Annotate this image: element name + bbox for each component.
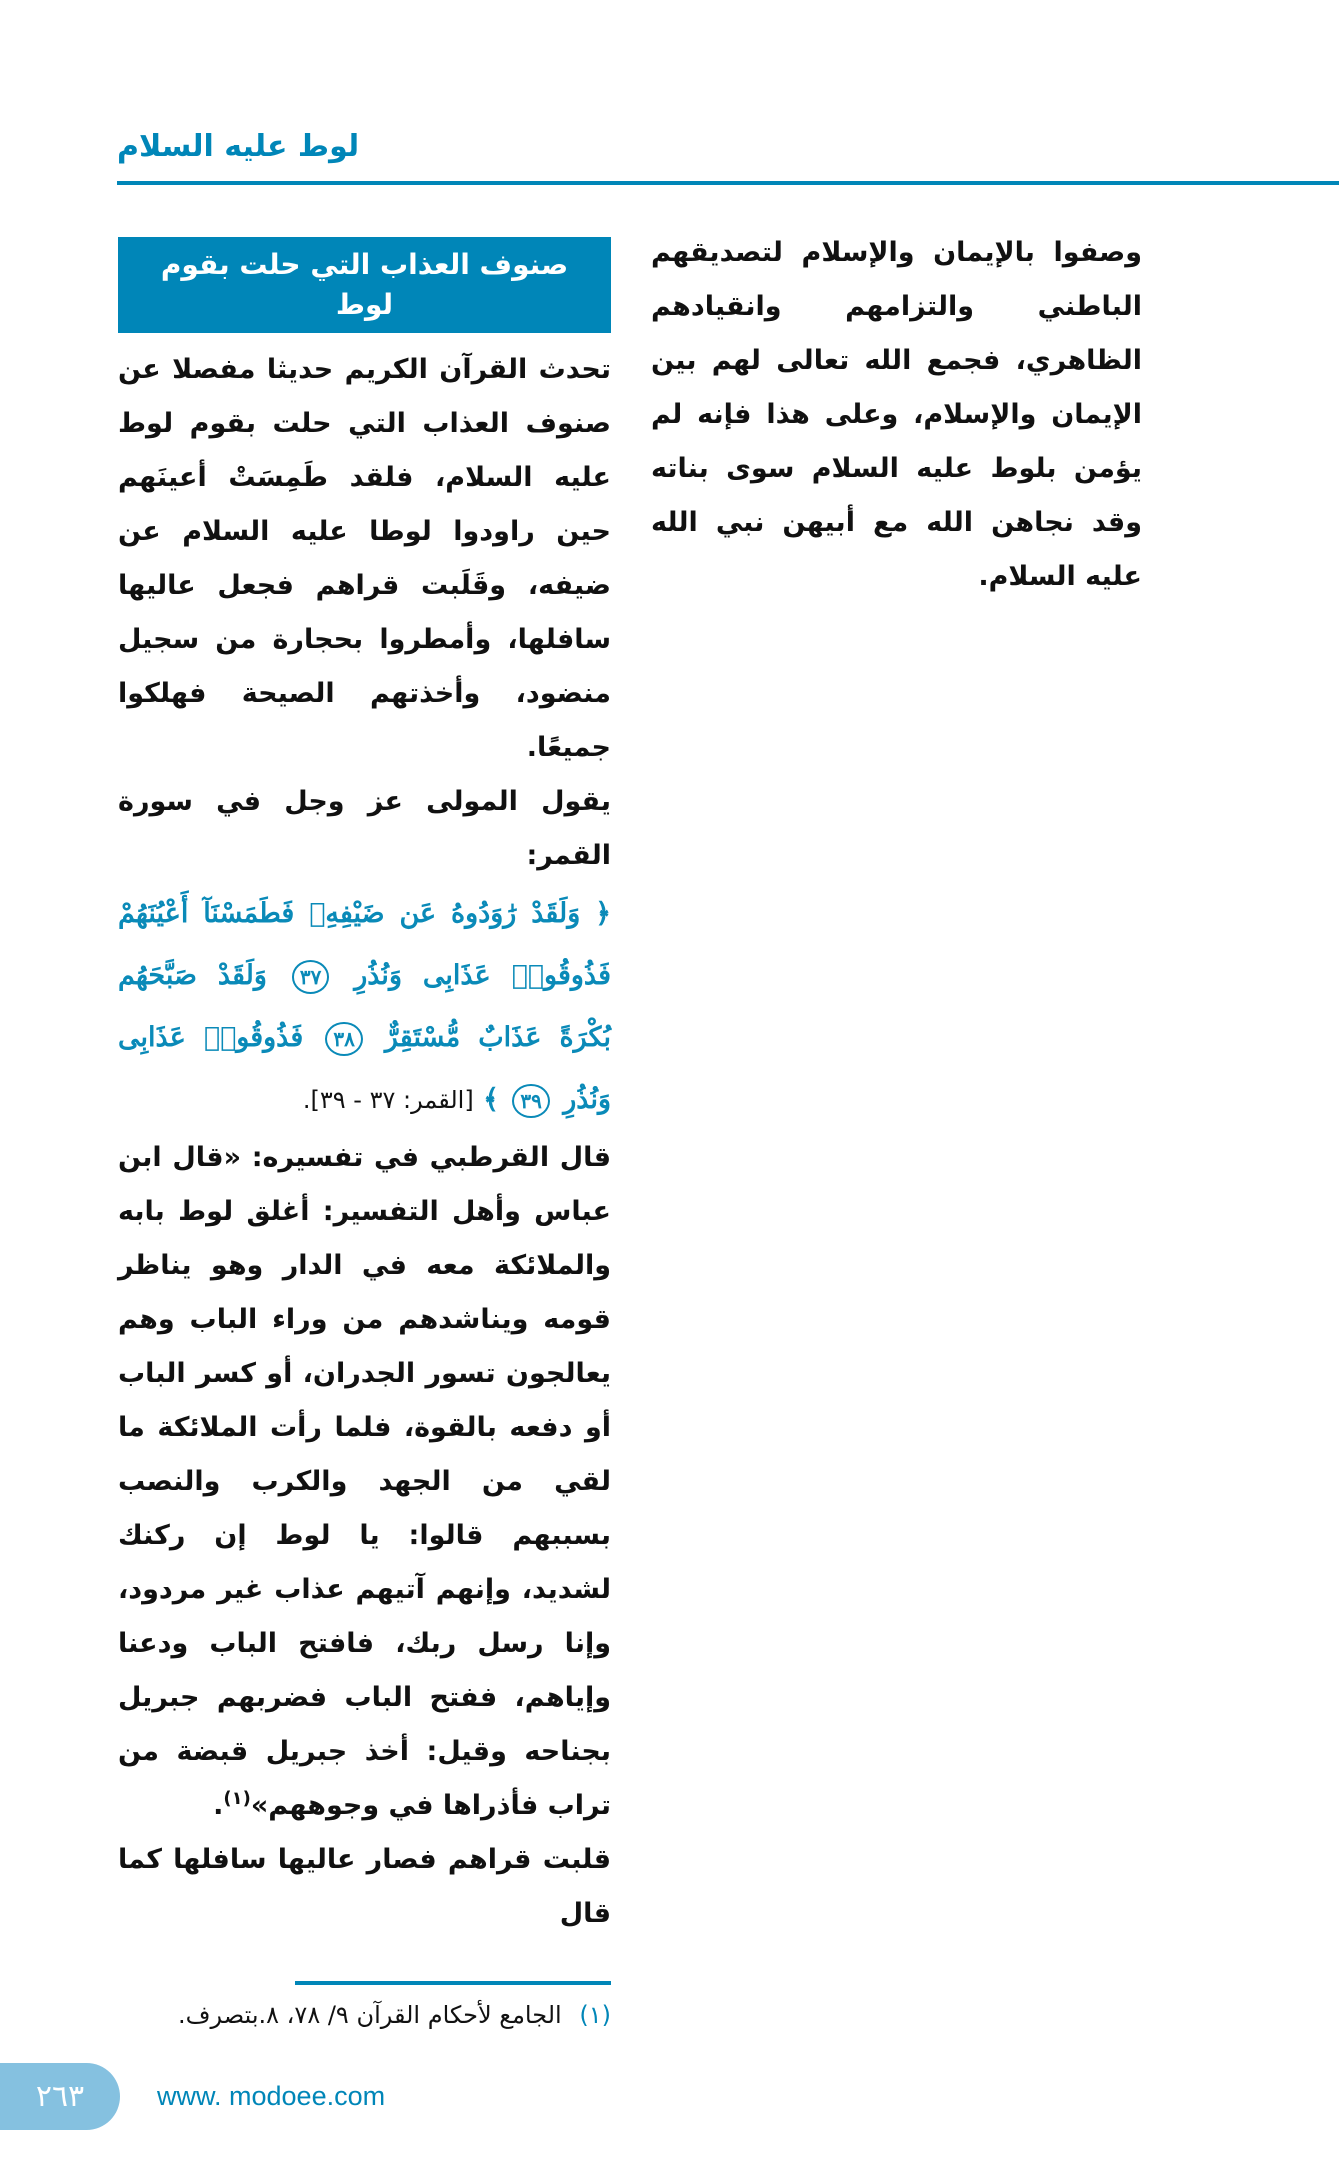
website-link[interactable]: www. modoee.com: [157, 2081, 386, 2111]
footnote-divider: [295, 1981, 611, 1985]
footnote-block: [118, 1981, 611, 2033]
left-column: [118, 343, 611, 1941]
bracket-open: ﴿: [595, 898, 612, 929]
ayah-number-marker: ٣٧: [292, 960, 329, 994]
section-heading: صنوف العذاب التي حلت بقوم لوط: [118, 237, 611, 333]
running-header: لوط عليه السلام: [117, 129, 360, 164]
page-number: ٢٦٣: [0, 2063, 120, 2130]
footnote-number: (١): [579, 2001, 611, 2029]
footnote: [118, 1997, 611, 2033]
paragraph: وصفوا بالإيمان والإسلام لتصديقهم الباطني والتزامهم وانقيادهم الظاهري، فجمع الله تعالى لهم بين الإيمان والإسلام، وعلى هذا فإنه لم يؤمن بلوط عليه السلام سوى بناته وقد نجاهن الله مع أبيهن نبي الله عليه السلام.: [651, 237, 1142, 592]
verse-reference: [القمر: ٣٧ - ٣٩].: [302, 1086, 474, 1114]
verse-text: فَذُوقُوا۟ عَذَابِى وَنُذُرِ: [118, 1022, 611, 1115]
quote-text: قال القرطبي في تفسيره: «قال ابن عباس وأهل التفسير: أغلق لوط بابه والملائكة معه في الدار وهو يناظر قومه ويناشدهم من وراء الباب وهم يعالجون تسور الجدران، أو كسر الباب أو دفعه بالقوة، فلما رأت الملائكة ما لقي من الجهد والكرب والنصب بسببهم قالوا: يا لوط إن ركنك لشديد، وإنهم آتيهم عذاب غير مردود، وإنا رسل ربك، فافتح الباب ودعنا وإياهم، ففتح الباب فضربهم جبريل بجناحه وقيل: أخذ جبريل قبضة من تراب فأذراها في وجوههم»: [118, 1142, 611, 1821]
paragraph: [118, 1131, 611, 1833]
ayah-number-marker: ٣٩: [512, 1084, 549, 1118]
footnote-text: الجامع لأحكام القرآن ٩/ ٧٨، ٨.بتصرف.: [178, 2001, 562, 2029]
verse-text: وَلَقَدْ صَبَّحَهُم بُكْرَةً عَذَابٌ مُّسْتَقِرٌّ: [118, 960, 611, 1053]
right-column: [651, 226, 1142, 604]
quran-verse: [118, 883, 611, 1131]
page-footer: [0, 2063, 1339, 2170]
paragraph: قلبت قراهم فصار عاليها سافلها كما قال: [118, 1844, 611, 1929]
left-column-wrapper: [118, 0, 611, 2033]
bracket-close: ﴾: [483, 1084, 499, 1115]
quran-intro: يقول المولى عز وجل في سورة القمر:: [118, 786, 611, 871]
paragraph: تحدث القرآن الكريم حديثا مفصلا عن صنوف العذاب التي حلت بقوم لوط عليه السلام، فلقد طَمِسَتْ أعينَهم حين راودوا لوطا عليه السلام عن ضيفه، وقَلَبت قراهم فجعل عاليها سافلها، وأمطروا بحجارة من سجيل منضود، وأخذتهم الصيحة فهلكوا جميعًا.: [118, 354, 611, 763]
footnote-ref[interactable]: (١): [223, 1788, 251, 1809]
ayah-number-marker: ٣٨: [325, 1022, 362, 1056]
period: .: [213, 1790, 224, 1821]
verse-text: وَلَقَدْ رَٰوَدُوهُ عَن ضَيْفِهِۦ فَطَمَسْنَآ أَعْيُنَهُمْ فَذُوقُوا۟ عَذَابِى وَنُذُرِ: [118, 898, 611, 991]
